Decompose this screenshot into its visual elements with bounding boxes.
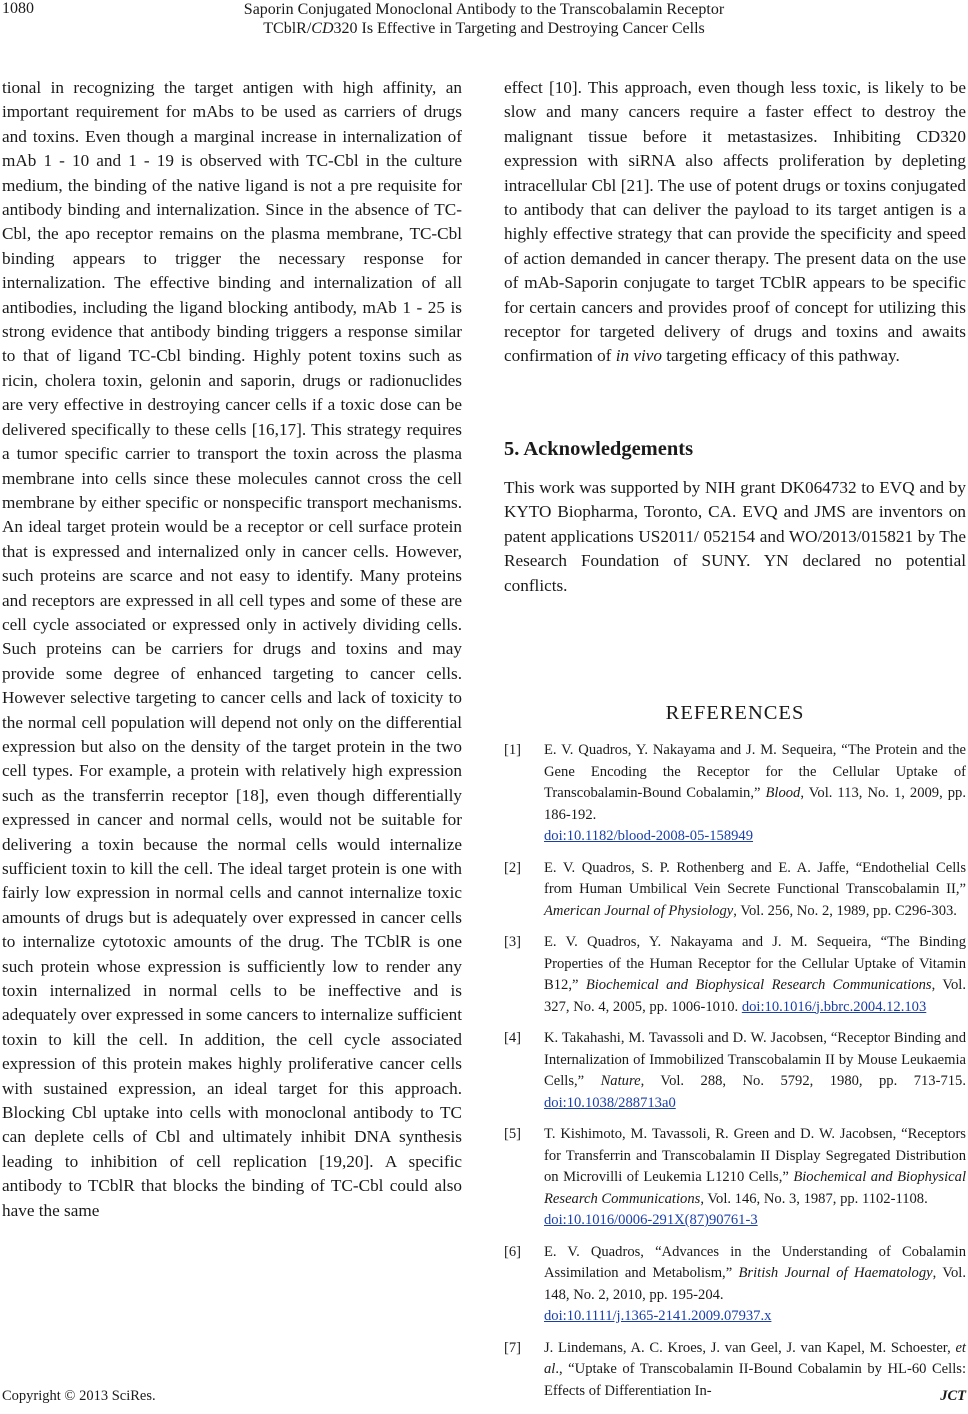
discussion-text: effect [10]. This approach, even though less toxic, is likely to be slow and many cancers require a faster effect to destroy the malignant tissue before it metastasizes. Inhibiting CD320 expression with siRNA also affects proliferation by depleting intracellular Cbl [21]. The use of potent drugs or toxins conjugated to antibody that can deliver the payload to its target antigen is a highly effective strategy that can provide the specificity and speed of action demanded in cancer therapy. The present data on the use of mAb-Saporin conjugate to target TCblR appears to be specific for certain cancers and provides proof of concept for utilizing this receptor for targeted delivery of drugs and toxins and awaits confirmation of	[504, 78, 966, 366]
reference-number: [2]	[504, 859, 522, 876]
references-list	[504, 740, 966, 1412]
reference-item	[504, 1028, 966, 1114]
reference-number: [1]	[504, 742, 522, 758]
reference-details: , Vol. 113, No. 1, 2009, pp. 186-192.	[544, 785, 966, 823]
reference-journal: Nature	[600, 1073, 641, 1089]
acknowledgements-text: This work was supported by NIH grant DK064732 to EVQ and by KYTO Biopharma, Toronto, CA. EVQ and JMS are inventors on patent applications US2011/ 052154 and WO/2013/015821 by The Research Foundation of SUNY. YN declared no potential conflicts.	[504, 478, 966, 595]
reference-item	[504, 740, 966, 848]
reference-journal: Biochemical and Biophysical Research Communications	[544, 1169, 966, 1207]
reference-number: [5]	[504, 1126, 522, 1142]
reference-journal: Biochemical and Biophysical Research Communications	[585, 977, 932, 993]
reference-number: [7]	[504, 1339, 522, 1356]
reference-text: T. Kishimoto, M. Tavassoli, R. Green and D. W. Jacobsen, “Receptors for Transferrin and Transcobalamin II Display Segregated Distribution on Microvilli of Leukemia L1210 Cells,”	[544, 1126, 966, 1185]
running-header	[0, 0, 968, 44]
reference-item	[504, 1242, 966, 1328]
discussion-italic: in vivo	[615, 346, 662, 366]
running-title-line-1: Saporin Conjugated Monoclonal Antibody to the Transcobalamin Receptor	[243, 1, 725, 18]
doi-link[interactable]: doi:10.1016/j.bbrc.2004.12.103	[741, 998, 927, 1015]
reference-details: ., “Uptake of Transcobalamin II-Bound Cobalamin by HL-60 Cells: Effects of Differentiation In-	[544, 1361, 966, 1399]
reference-text: E. V. Quadros, Y. Nakayama and J. M. Sequeira, “The Protein and the Gene Encoding the Receptor for the Cellular Uptake of Transcobalamin-Bound Cobalamin,”	[544, 742, 966, 801]
reference-item	[504, 858, 966, 923]
doi-link[interactable]: doi:10.1111/j.1365-2141.2009.07937.x	[544, 1308, 772, 1324]
reference-item	[504, 932, 966, 1018]
reference-details: , Vol. 327, No. 4, 2005, pp. 1006-1010.	[544, 977, 966, 1015]
reference-item	[504, 1124, 966, 1232]
reference-journal: Blood	[765, 785, 801, 801]
running-title-part-b: CD	[311, 20, 334, 37]
reference-details: , Vol. 146, No. 3, 1987, pp. 1102-1108.	[700, 1190, 928, 1207]
discussion-end: targeting efficacy of this pathway.	[661, 346, 900, 366]
reference-journal: American Journal of Physiology	[544, 902, 734, 919]
reference-text: E. V. Quadros, “Advances in the Understanding of Cobalamin Assimilation and Metabolism,”	[544, 1243, 966, 1281]
running-title-part-a: TCblR/	[263, 20, 312, 37]
discussion-paragraph	[504, 76, 966, 369]
doi-link[interactable]: doi:10.1016/0006-291X(87)90761-3	[544, 1212, 758, 1228]
reference-number: [6]	[504, 1243, 522, 1260]
reference-journal: British Journal of Haematology	[738, 1265, 933, 1281]
running-title-line-2	[0, 19, 968, 39]
reference-details: , Vol. 256, No. 2, 1989, pp. C296-303.	[733, 902, 957, 919]
reference-text: K. Takahashi, M. Tavassoli and D. W. Jacobsen, “Receptor Binding and Internalization of Immobilized Transcobalamin II by Mouse Leukaemia Cells,”	[544, 1030, 966, 1089]
doi-link[interactable]: doi:10.1038/288713a0	[544, 1094, 676, 1111]
reference-number: [3]	[504, 934, 522, 950]
reference-details: , Vol. 148, No. 2, 2010, pp. 195-204.	[544, 1265, 966, 1303]
doi-link[interactable]: doi:10.1182/blood-2008-05-158949	[544, 828, 754, 844]
footer-journal: JCT	[940, 1388, 966, 1404]
reference-number: [4]	[504, 1030, 522, 1046]
references-heading: REFERENCES	[665, 702, 805, 724]
reference-journal: et al	[544, 1339, 966, 1377]
page-number: 1080	[2, 0, 34, 17]
running-title-part-c: 320 Is Effective in Targeting and Destroying Cancer Cells	[333, 20, 705, 37]
reference-details: , Vol. 288, No. 5792, 1980, pp. 713-715.	[640, 1073, 966, 1089]
reference-text: E. V. Quadros, Y. Nakayama and J. M. Sequeira, “The Binding Properties of the Human Receptor for the Cellular Uptake of Vitamin B12,”	[544, 934, 966, 993]
acknowledgements-heading: 5. Acknowledgements	[504, 438, 694, 460]
footer-copyright: Copyright © 2013 SciRes.	[2, 1388, 156, 1404]
reference-text: E. V. Quadros, S. P. Rothenberg and E. A. Jaffe, “Endothelial Cells from Human Umbilical Vein Secrete Functional Transcobalamin II,”	[544, 859, 966, 897]
reference-item	[504, 1338, 966, 1403]
reference-text: J. Lindemans, A. C. Kroes, J. van Geel, J. van Kapel, M. Schoester,	[544, 1339, 956, 1356]
left-column-text: tional in recognizing the target antigen with high affinity, an important requirement for mAbs to be used as carriers of drugs and toxins. Even though a marginal increase in internalization of mAb 1 - 10 and 1 - 19 is observed with TC-Cbl in the culture medium, the binding of the native ligand is not a pre requisite for antibody binding and internalization. Since in the absence of TC-Cbl, the apo receptor remains on the plasma membrane, TC-Cbl binding appears to trigger the necessary response for internalization. The effective binding and internalization of all antibodies, including the ligand blocking antibody, mAb 1 - 25 is strong evidence that antibody binding triggers a response similar to that of ligand TC-Cbl binding. Highly potent toxins such as ricin, cholera toxin, gelonin and saporin, drugs or radionuclides are very effective in destroying cancer cells if a toxic dose can be delivered specifically to these cells [16,17]. This strategy requires a tumor specific carrier to transport the toxin across the plasma membrane into cells since these molecules cannot cross the cell membrane by either specific or nonspecific transport mechanisms. An ideal target protein would be a receptor or cell surface protein that is expressed and internalized only in cancer cells. However, such proteins are scarce and not easy to identify. Many proteins and receptors are expressed in all cell types and some of these are cell cycle associated or expressed only in actively dividing cells. Such proteins can be carriers for drugs and toxins and may provide some degree of enhanced targeting to cancer cells. However selective targeting to cancer cells and lack of toxicity to the normal cell population will depend not only on the differential expression but also on the density of the target protein in the two cell types. For example, a protein with relatively high expression such as the transferrin receptor [18], even though differentially expressed in cancer and normal cells, would not be suitable for delivering a toxin because the normal cells would internalize sufficient toxin to kill the cell. The ideal target protein is one with fairly low expression in normal cells and cannot internalize toxic amounts of drugs but is adequately over expressed in cancer cells to internalize cytotoxic amounts of the drug. The TCblR is one such protein whose expression is sufficiently low to render any toxin internalized in normal cells to be ineffective and is adequately over expressed in some cancers to internalize sufficient toxin to kill the cell. In addition, the cell cycle associated expression of this protein makes highly proliferative cancer cells with sustained expression, an ideal target for this approach. Blocking Cbl uptake into cells with monoclonal antibody to TC can deplete cells of Cbl and ultimately inhibit DNA synthesis leading to inhibition of cell replication [19,20]. A specific antibody to TCblR that blocks the binding of TC-Cbl could also have the same	[2, 78, 462, 1220]
